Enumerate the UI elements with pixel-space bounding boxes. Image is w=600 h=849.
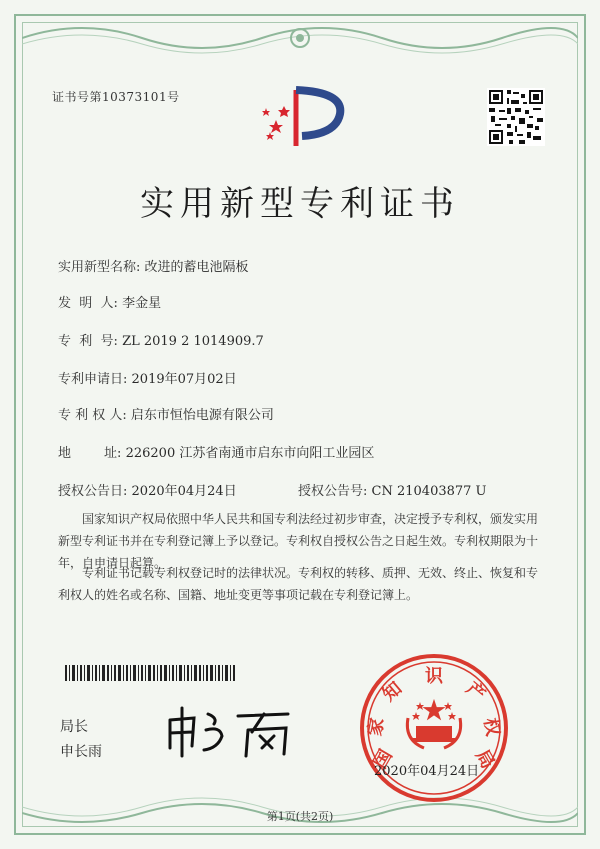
director-title: 局长 <box>60 719 88 735</box>
handwritten-signature <box>160 700 300 760</box>
address-label: 地 址: <box>58 446 122 461</box>
address-row <box>58 442 374 461</box>
patentee-label: 专 利 权 人: <box>58 408 127 423</box>
official-seal <box>358 652 510 804</box>
patent-number-value: ZL 2019 2 1014909.7 <box>122 334 264 349</box>
cnipa-logo <box>256 82 348 154</box>
patent-number-row <box>58 330 264 349</box>
filing-date-label: 专利申请日: <box>58 372 128 387</box>
patentee-value: 启东市恒怡电源有限公司 <box>130 408 274 423</box>
svg-text:局: 局 <box>471 746 499 773</box>
inventor-value: 李金星 <box>122 296 162 311</box>
utility-model-name-row <box>58 256 249 275</box>
filing-date-row <box>58 368 237 387</box>
svg-text:知: 知 <box>378 677 407 706</box>
utility-model-name-label: 实用新型名称: <box>58 260 141 275</box>
svg-text:权: 权 <box>479 716 504 738</box>
seal-date: 2020年04月24日 <box>374 764 480 779</box>
certificate-number: 证书号第10373101号 <box>52 90 180 104</box>
qr-code <box>487 88 545 146</box>
announcement-date-row <box>58 480 237 499</box>
certificate-title: 实用新型专利证书 <box>140 184 460 224</box>
top-ornament <box>22 18 578 58</box>
filing-date-value: 2019年07月02日 <box>131 372 237 387</box>
address-value: 226200 江苏省南通市启东市向阳工业园区 <box>125 446 375 461</box>
patentee-row <box>58 404 274 423</box>
page-number: 第1页(共2页) <box>266 810 334 823</box>
inventor-row <box>58 292 161 311</box>
svg-text:家: 家 <box>364 716 389 738</box>
legal-status-paragraph: 专利证书记载专利权登记时的法律状况。专利权的转移、质押、无效、终止、恢复和专利权人的姓名或名称、国籍、地址变更等事项记载在专利登记簿上。 <box>58 566 539 602</box>
announcement-number-value: CN 210403877 U <box>371 484 487 499</box>
announcement-date-value: 2020年04月24日 <box>131 484 237 499</box>
barcode <box>65 665 235 681</box>
announcement-number-label: 授权公告号: <box>298 484 368 499</box>
director-name: 申长雨 <box>60 744 102 760</box>
patent-number-label: 专 利 号: <box>58 334 118 349</box>
svg-text:产: 产 <box>461 677 490 706</box>
svg-text:识: 识 <box>425 666 443 687</box>
inventor-label: 发 明 人: <box>58 296 118 311</box>
svg-text:国: 国 <box>369 746 397 773</box>
utility-model-name-value: 改进的蓄电池隔板 <box>144 260 249 275</box>
grant-paragraph: 国家知识产权局依照中华人民共和国专利法经过初步审查，决定授予专利权，颁发实用新型专利证书并在专利登记簿上予以登记。专利权自授权公告之日起生效。专利权期限为十年，自申请日起算。 <box>58 512 539 570</box>
announcement-date-label: 授权公告日: <box>58 484 128 499</box>
announcement-number-row <box>298 480 487 499</box>
